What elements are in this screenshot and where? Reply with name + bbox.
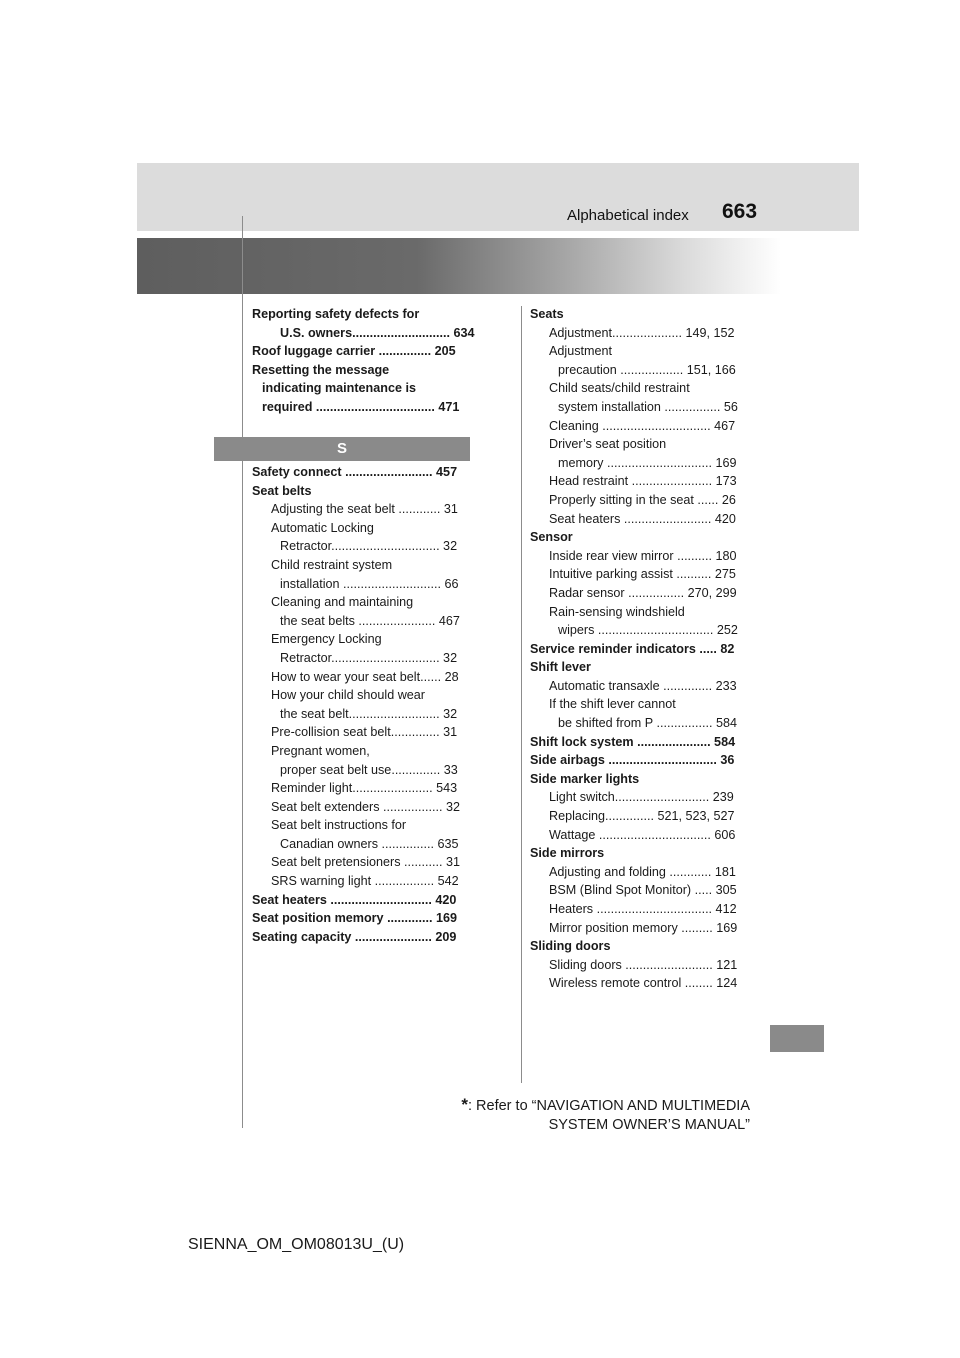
- index-entry: Seat heaters ............................. 420: [252, 892, 457, 907]
- section-letter-band: S: [214, 437, 470, 461]
- index-entry: the seat belt.......................... 32: [280, 706, 458, 721]
- index-entry: BSM (Blind Spot Monitor) ..... 305: [549, 883, 737, 898]
- index-entry: wipers ................................. 252: [558, 623, 738, 638]
- index-entry: Seat position memory ............. 169: [252, 911, 458, 926]
- index-entry: Automatic Locking: [271, 520, 374, 535]
- index-entry: Pre-collision seat belt.............. 31: [271, 725, 458, 740]
- index-entry: Mirror position memory ......... 169: [549, 920, 738, 935]
- index-entry: Child restraint system: [271, 557, 393, 572]
- index-entry: U.S. owners............................ 634: [280, 325, 475, 340]
- index-entry: Replacing.............. 521, 523, 527: [549, 809, 735, 824]
- index-entry: Light switch........................... 239: [549, 790, 734, 805]
- index-entry: Side mirrors: [530, 846, 605, 861]
- index-entry: Shift lock system ..................... 584: [530, 734, 736, 749]
- index-entry: Adjustment: [549, 344, 612, 359]
- index-entry: Adjustment.................... 149, 152: [549, 325, 735, 340]
- footnote-asterisk: *: [461, 1095, 468, 1114]
- index-entry: Head restraint ....................... 173: [549, 474, 737, 489]
- index-entry: Driver’s seat position: [549, 437, 667, 452]
- index-entry: Side marker lights: [530, 771, 640, 786]
- index-entry: Wireless remote control ........ 124: [549, 976, 738, 991]
- index-entry: Seat belt extenders ................. 32: [271, 799, 461, 814]
- index-entry: Wattage ................................ 606: [549, 827, 736, 842]
- index-entry: Shift lever: [530, 660, 591, 675]
- index-entry: Canadian owners ............... 635: [280, 836, 459, 851]
- index-entry: Cleaning and maintaining: [271, 595, 414, 610]
- index-entry: Reporting safety defects for: [252, 307, 420, 321]
- index-entry: required .................................. 471: [262, 399, 460, 414]
- index-entry: SRS warning light ................. 542: [271, 874, 459, 889]
- index-entry: Seat heaters ......................... 420: [549, 511, 736, 526]
- index-entry: Properly sitting in the seat ...... 26: [549, 492, 736, 507]
- index-entry: Service reminder indicators ..... 82: [530, 641, 735, 656]
- index-entry: Radar sensor ................ 270, 299: [549, 585, 737, 600]
- index-entry: Seat belts: [252, 483, 312, 498]
- index-entry: Seat belt instructions for: [271, 818, 407, 833]
- index-entry: How to wear your seat belt...... 28: [271, 669, 459, 684]
- page-number: 663: [722, 200, 758, 223]
- column-divider: [521, 306, 522, 1083]
- index-column-left-s: [252, 463, 460, 946]
- index-entry: Seats: [530, 307, 564, 321]
- index-entry: Rain-sensing windshield: [549, 604, 685, 619]
- index-entry: Emergency Locking: [271, 632, 382, 647]
- index-entry: Inside rear view mirror .......... 180: [549, 548, 737, 563]
- index-entry: Roof luggage carrier ............... 205: [252, 344, 456, 359]
- index-entry: proper seat belt use.............. 33: [280, 762, 458, 777]
- index-entry: Sensor: [530, 530, 573, 545]
- index-column-right: [530, 305, 738, 993]
- index-entry: Safety connect ......................... 457: [252, 465, 458, 479]
- index-entry: If the shift lever cannot: [549, 697, 676, 712]
- index-entry: Adjusting and folding ............ 181: [549, 864, 736, 879]
- document-code: SIENNA_OM_OM08013U_(U): [188, 1236, 405, 1253]
- footnote-line-2: SYSTEM OWNER’S MANUAL”: [548, 1117, 750, 1133]
- index-entry: precaution .................. 151, 166: [558, 362, 736, 377]
- footnote: [425, 1095, 750, 1135]
- index-entry: the seat belts ...................... 467: [280, 613, 460, 628]
- index-entry: Reminder light....................... 543: [271, 781, 458, 796]
- index-entry: indicating maintenance is: [262, 381, 416, 396]
- index-entry: Side airbags ............................... 36: [530, 753, 735, 768]
- thumb-index-tab: [770, 1025, 824, 1052]
- index-entry: Resetting the message: [252, 362, 390, 377]
- index-entry: Seating capacity ...................... 209: [252, 929, 457, 944]
- index-entry: Retractor............................... 32: [280, 539, 458, 554]
- page-title: Alphabetical index: [567, 207, 689, 224]
- index-entry: Cleaning ............................... 467: [549, 418, 736, 433]
- index-entry: system installation ................ 56: [558, 399, 738, 414]
- index-column-left-top: [252, 305, 475, 417]
- footnote-line-1: : Refer to “NAVIGATION AND MULTIMEDIA: [468, 1098, 750, 1114]
- index-entry: How your child should wear: [271, 688, 425, 703]
- index-entry: Retractor............................... 32: [280, 650, 458, 665]
- index-entry: Adjusting the seat belt ............ 31: [271, 502, 458, 517]
- index-entry: Seat belt pretensioners ........... 31: [271, 855, 461, 870]
- left-margin-rule: [242, 216, 243, 1128]
- index-entry: Sliding doors ......................... 121: [549, 957, 738, 972]
- index-entry: be shifted from P ................ 584: [558, 716, 737, 731]
- index-entry: Automatic transaxle .............. 233: [549, 678, 737, 693]
- index-entry: Sliding doors: [530, 939, 611, 954]
- index-entry: Pregnant women,: [271, 743, 370, 758]
- index-entry: installation ............................ 66: [280, 576, 459, 591]
- index-entry: memory .............................. 169: [558, 455, 737, 470]
- index-entry: Heaters ................................. 412: [549, 902, 737, 916]
- index-entry: Intuitive parking assist .......... 275: [549, 567, 736, 582]
- index-entry: Child seats/child restraint: [549, 381, 690, 396]
